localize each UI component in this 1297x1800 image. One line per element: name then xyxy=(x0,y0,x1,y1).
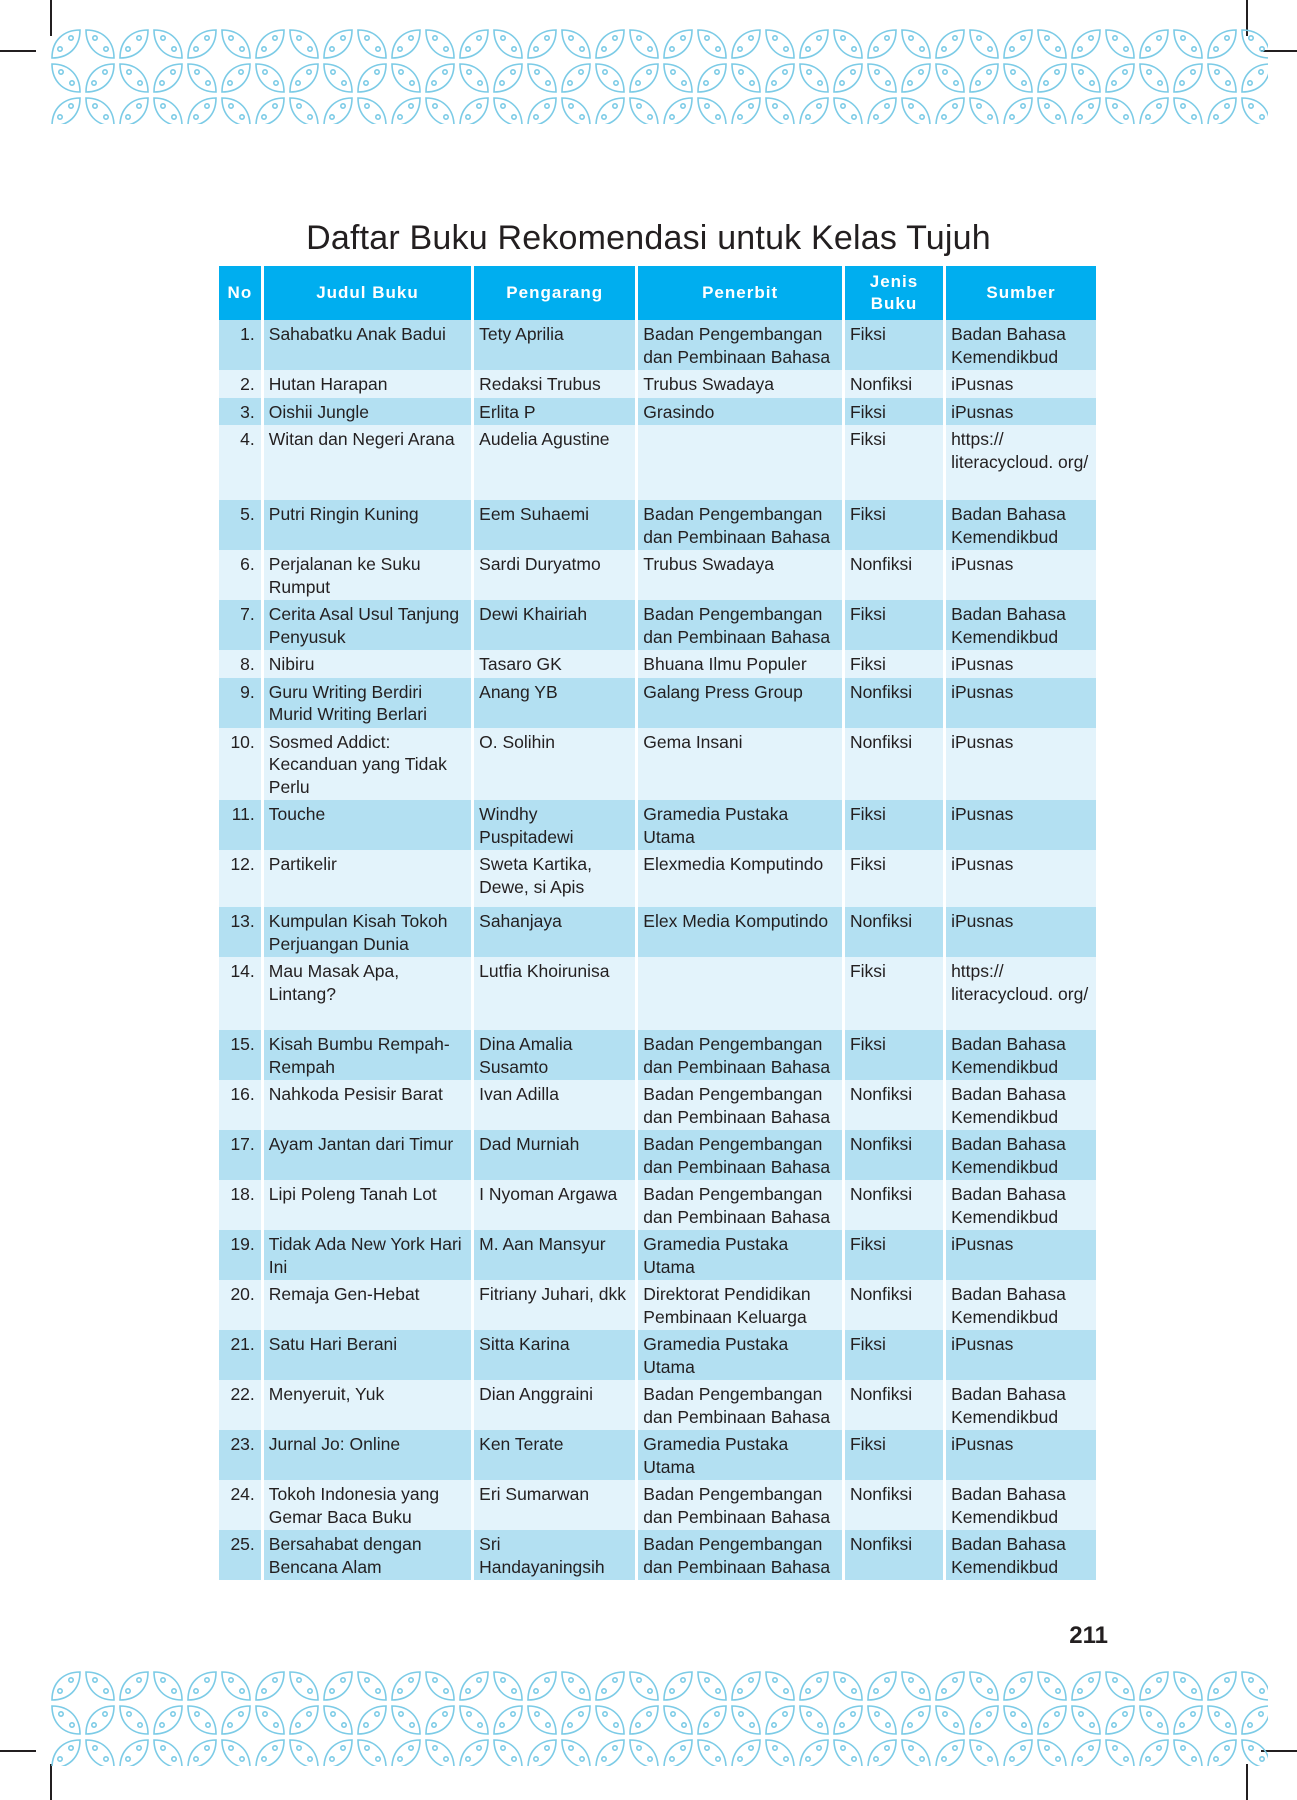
book-source: iPusnas xyxy=(946,907,1096,957)
book-publisher: Badan Pengembangan dan Pembinaan Bahasa xyxy=(638,500,842,550)
row-number: 22. xyxy=(219,1380,261,1430)
book-publisher: Direktorat Pendidikan Pembinaan Keluarga xyxy=(638,1280,842,1330)
book-source: Badan Bahasa Kemendikbud xyxy=(946,1030,1096,1080)
book-publisher: Bhuana Ilmu Populer xyxy=(638,650,842,678)
book-source: iPusnas xyxy=(946,1330,1096,1380)
crop-mark xyxy=(1246,1764,1248,1800)
row-number: 9. xyxy=(219,678,261,728)
book-title: Nahkoda Pesisir Barat xyxy=(264,1080,471,1130)
book-type: Nonfiksi xyxy=(845,678,943,728)
book-title: Perjalanan ke Suku Rumput xyxy=(264,550,471,600)
row-number: 15. xyxy=(219,1030,261,1080)
book-title: Kumpulan Kisah Tokoh Perjuangan Dunia xyxy=(264,907,471,957)
book-type: Nonfiksi xyxy=(845,728,943,801)
row-number: 5. xyxy=(219,500,261,550)
book-title: Guru Writing Berdiri Murid Writing Berlari xyxy=(264,678,471,728)
book-title: Touche xyxy=(264,800,471,850)
book-publisher: Trubus Swadaya xyxy=(638,370,842,398)
row-number: 6. xyxy=(219,550,261,600)
book-author: Sardi Duryatmo xyxy=(474,550,635,600)
book-type: Fiksi xyxy=(845,500,943,550)
table-row xyxy=(219,1030,1096,1080)
book-publisher: Gramedia Pustaka Utama xyxy=(638,1430,842,1480)
table-row xyxy=(219,320,1096,370)
book-source: iPusnas xyxy=(946,550,1096,600)
book-author: Ivan Adilla xyxy=(474,1080,635,1130)
book-title: Tidak Ada New York Hari Ini xyxy=(264,1230,471,1280)
leaf-pattern-band-top xyxy=(50,28,1268,124)
row-number: 23. xyxy=(219,1430,261,1480)
book-publisher: Badan Pengembangan dan Pembinaan Bahasa xyxy=(638,1080,842,1130)
book-source: Badan Bahasa Kemendikbud xyxy=(946,600,1096,650)
row-number: 21. xyxy=(219,1330,261,1380)
row-number: 3. xyxy=(219,398,261,426)
book-publisher xyxy=(638,957,842,1030)
row-number: 16. xyxy=(219,1080,261,1130)
book-source: https:// literacycloud. org/ xyxy=(946,957,1096,1030)
header-publisher: Penerbit xyxy=(638,266,842,320)
book-type: Fiksi xyxy=(845,320,943,370)
book-type: Fiksi xyxy=(845,1430,943,1480)
row-number: 17. xyxy=(219,1130,261,1180)
header-type-line1: Jenis xyxy=(869,272,919,291)
table-row xyxy=(219,1430,1096,1480)
book-source: iPusnas xyxy=(946,1430,1096,1480)
book-source: iPusnas xyxy=(946,850,1096,907)
book-title: Cerita Asal Usul Tanjung Penyusuk xyxy=(264,600,471,650)
book-author: Anang YB xyxy=(474,678,635,728)
table-row xyxy=(219,1480,1096,1530)
book-source: https:// literacycloud. org/ xyxy=(946,425,1096,500)
book-title: Nibiru xyxy=(264,650,471,678)
table-row xyxy=(219,1230,1096,1280)
book-source: iPusnas xyxy=(946,398,1096,426)
crop-mark xyxy=(0,1750,36,1752)
book-author: Eri Sumarwan xyxy=(474,1480,635,1530)
row-number: 2. xyxy=(219,370,261,398)
book-type: Fiksi xyxy=(845,650,943,678)
book-recommendation-table xyxy=(216,266,1099,1580)
book-author: Fitriany Juhari, dkk xyxy=(474,1280,635,1330)
row-number: 8. xyxy=(219,650,261,678)
table-row xyxy=(219,850,1096,907)
book-title: Menyeruit, Yuk xyxy=(264,1380,471,1430)
book-author: Ken Terate xyxy=(474,1430,635,1480)
book-source: Badan Bahasa Kemendikbud xyxy=(946,1080,1096,1130)
row-number: 1. xyxy=(219,320,261,370)
book-type: Nonfiksi xyxy=(845,1280,943,1330)
book-publisher: Gramedia Pustaka Utama xyxy=(638,800,842,850)
row-number: 11. xyxy=(219,800,261,850)
book-source: iPusnas xyxy=(946,678,1096,728)
book-publisher: Badan Pengembangan dan Pembinaan Bahasa xyxy=(638,320,842,370)
book-source: Badan Bahasa Kemendikbud xyxy=(946,1530,1096,1580)
book-publisher: Trubus Swadaya xyxy=(638,550,842,600)
book-publisher xyxy=(638,425,842,500)
book-publisher: Gramedia Pustaka Utama xyxy=(638,1330,842,1380)
table-row xyxy=(219,370,1096,398)
book-author: Dad Murniah xyxy=(474,1130,635,1180)
book-author: O. Solihin xyxy=(474,728,635,801)
book-type: Fiksi xyxy=(845,957,943,1030)
book-source: Badan Bahasa Kemendikbud xyxy=(946,1480,1096,1530)
book-author: Dian Anggraini xyxy=(474,1380,635,1430)
header-no: No xyxy=(219,266,261,320)
book-author: Sweta Kartika, Dewe, si Apis xyxy=(474,850,635,907)
book-title: Lipi Poleng Tanah Lot xyxy=(264,1180,471,1230)
book-publisher: Badan Pengembangan dan Pembinaan Bahasa xyxy=(638,1530,842,1580)
book-type: Fiksi xyxy=(845,398,943,426)
row-number: 13. xyxy=(219,907,261,957)
row-number: 12. xyxy=(219,850,261,907)
book-title: Putri Ringin Kuning xyxy=(264,500,471,550)
book-publisher: Grasindo xyxy=(638,398,842,426)
book-type: Fiksi xyxy=(845,425,943,500)
row-number: 20. xyxy=(219,1280,261,1330)
row-number: 24. xyxy=(219,1480,261,1530)
leaf-pattern-band-bottom xyxy=(50,1670,1268,1766)
table-row xyxy=(219,500,1096,550)
book-author: M. Aan Mansyur xyxy=(474,1230,635,1280)
row-number: 25. xyxy=(219,1530,261,1580)
row-number: 10. xyxy=(219,728,261,801)
book-source: Badan Bahasa Kemendikbud xyxy=(946,320,1096,370)
book-title: Oishii Jungle xyxy=(264,398,471,426)
book-title: Jurnal Jo: Online xyxy=(264,1430,471,1480)
row-number: 19. xyxy=(219,1230,261,1280)
book-type: Nonfiksi xyxy=(845,550,943,600)
book-title: Partikelir xyxy=(264,850,471,907)
book-source: Badan Bahasa Kemendikbud xyxy=(946,1380,1096,1430)
book-type: Nonfiksi xyxy=(845,1480,943,1530)
table-row xyxy=(219,1080,1096,1130)
table-row xyxy=(219,1180,1096,1230)
book-type: Nonfiksi xyxy=(845,1180,943,1230)
header-type xyxy=(845,266,943,320)
book-publisher: Gema Insani xyxy=(638,728,842,801)
book-type: Fiksi xyxy=(845,1030,943,1080)
table-row xyxy=(219,550,1096,600)
book-title: Remaja Gen-Hebat xyxy=(264,1280,471,1330)
book-type: Nonfiksi xyxy=(845,1130,943,1180)
book-author: Redaksi Trubus xyxy=(474,370,635,398)
book-author: Tety Aprilia xyxy=(474,320,635,370)
book-author: Lutfia Khoirunisa xyxy=(474,957,635,1030)
crop-mark xyxy=(50,1764,52,1800)
book-author: Sitta Karina xyxy=(474,1330,635,1380)
book-publisher: Badan Pengembangan dan Pembinaan Bahasa xyxy=(638,1030,842,1080)
book-title: Sosmed Addict: Kecanduan yang Tidak Perlu xyxy=(264,728,471,801)
header-author: Pengarang xyxy=(474,266,635,320)
book-author: Tasaro GK xyxy=(474,650,635,678)
book-source: Badan Bahasa Kemendikbud xyxy=(946,1180,1096,1230)
book-source: Badan Bahasa Kemendikbud xyxy=(946,500,1096,550)
book-title: Mau Masak Apa, Lintang? xyxy=(264,957,471,1030)
row-number: 4. xyxy=(219,425,261,500)
table-row xyxy=(219,1130,1096,1180)
book-type: Fiksi xyxy=(845,600,943,650)
book-source: iPusnas xyxy=(946,728,1096,801)
book-source: Badan Bahasa Kemendikbud xyxy=(946,1130,1096,1180)
table-header-row xyxy=(219,266,1096,320)
header-type-line2: Buku xyxy=(870,294,918,313)
header-title: Judul Buku xyxy=(264,266,471,320)
table-row xyxy=(219,728,1096,801)
book-source: iPusnas xyxy=(946,1230,1096,1280)
book-publisher: Badan Pengembangan dan Pembinaan Bahasa xyxy=(638,1480,842,1530)
book-title: Hutan Harapan xyxy=(264,370,471,398)
book-publisher: Badan Pengembangan dan Pembinaan Bahasa xyxy=(638,1130,842,1180)
book-source: Badan Bahasa Kemendikbud xyxy=(946,1280,1096,1330)
book-author: Dewi Khairiah xyxy=(474,600,635,650)
book-publisher: Badan Pengembangan dan Pembinaan Bahasa xyxy=(638,1180,842,1230)
page-number: 211 xyxy=(1069,1622,1108,1649)
book-source: iPusnas xyxy=(946,650,1096,678)
row-number: 14. xyxy=(219,957,261,1030)
table-row xyxy=(219,650,1096,678)
book-publisher: Elex Media Komputindo xyxy=(638,907,842,957)
book-publisher: Gramedia Pustaka Utama xyxy=(638,1230,842,1280)
book-author: Sri Handayaningsih xyxy=(474,1530,635,1580)
table-row xyxy=(219,1380,1096,1430)
book-source: iPusnas xyxy=(946,370,1096,398)
book-type: Nonfiksi xyxy=(845,1530,943,1580)
book-type: Nonfiksi xyxy=(845,370,943,398)
table-row xyxy=(219,425,1096,500)
book-publisher: Galang Press Group xyxy=(638,678,842,728)
book-type: Fiksi xyxy=(845,1330,943,1380)
book-type: Fiksi xyxy=(845,850,943,907)
row-number: 7. xyxy=(219,600,261,650)
crop-mark xyxy=(0,50,36,52)
book-type: Nonfiksi xyxy=(845,907,943,957)
book-source: iPusnas xyxy=(946,800,1096,850)
book-title: Kisah Bumbu Rempah-Rempah xyxy=(264,1030,471,1080)
book-author: Erlita P xyxy=(474,398,635,426)
book-type: Fiksi xyxy=(845,1230,943,1280)
book-type: Nonfiksi xyxy=(845,1380,943,1430)
book-publisher: Badan Pengembangan dan Pembinaan Bahasa xyxy=(638,1380,842,1430)
book-title: Tokoh Indonesia yang Gemar Baca Buku xyxy=(264,1480,471,1530)
table-row xyxy=(219,1330,1096,1380)
book-title: Satu Hari Berani xyxy=(264,1330,471,1380)
row-number: 18. xyxy=(219,1180,261,1230)
book-author: I Nyoman Argawa xyxy=(474,1180,635,1230)
book-title: Sahabatku Anak Badui xyxy=(264,320,471,370)
table-row xyxy=(219,1280,1096,1330)
book-title: Witan dan Negeri Arana xyxy=(264,425,471,500)
book-author: Windhy Puspitadewi xyxy=(474,800,635,850)
table-row xyxy=(219,957,1096,1030)
book-title: Bersahabat dengan Bencana Alam xyxy=(264,1530,471,1580)
book-type: Nonfiksi xyxy=(845,1080,943,1130)
book-type: Fiksi xyxy=(845,800,943,850)
page-title: Daftar Buku Rekomendasi untuk Kelas Tujuh xyxy=(306,218,991,257)
book-author: Audelia Agustine xyxy=(474,425,635,500)
table-row xyxy=(219,907,1096,957)
table-row xyxy=(219,398,1096,426)
book-author: Sahanjaya xyxy=(474,907,635,957)
book-author: Dina Amalia Susamto xyxy=(474,1030,635,1080)
table-row xyxy=(219,600,1096,650)
table-row xyxy=(219,800,1096,850)
book-title: Ayam Jantan dari Timur xyxy=(264,1130,471,1180)
book-publisher: Elexmedia Komputindo xyxy=(638,850,842,907)
header-source: Sumber xyxy=(946,266,1096,320)
table-row xyxy=(219,1530,1096,1580)
table-row xyxy=(219,678,1096,728)
book-publisher: Badan Pengembangan dan Pembinaan Bahasa xyxy=(638,600,842,650)
book-author: Eem Suhaemi xyxy=(474,500,635,550)
